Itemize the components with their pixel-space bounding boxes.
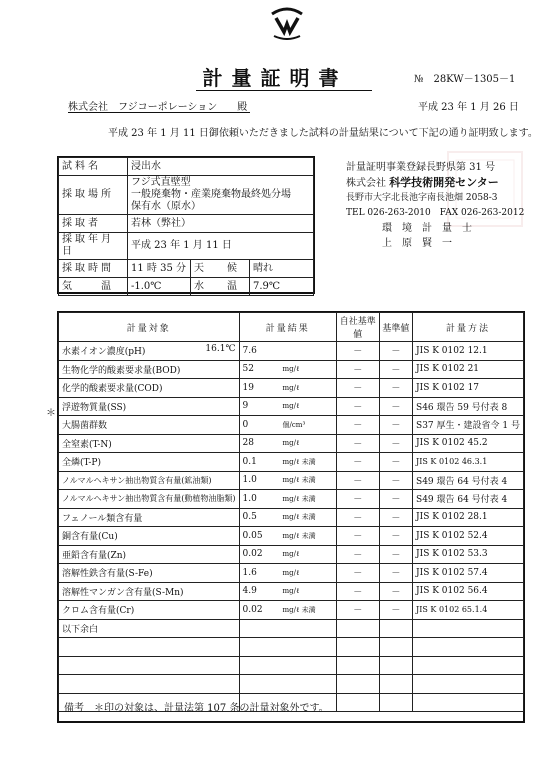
- cell-own-standard: －: [336, 397, 379, 416]
- blank-cell: [336, 693, 379, 712]
- cell-item: [59, 490, 240, 509]
- result-unit: 個/cm³: [282, 420, 306, 429]
- result-unit: mg/ℓ 未満: [282, 513, 316, 522]
- cell-method: [413, 619, 524, 638]
- item-note: 16.1℃: [205, 344, 236, 355]
- results-header-row: [59, 313, 524, 342]
- blank-cell: [379, 675, 412, 694]
- item-name: 溶解性鉄含有量(S-Fe): [62, 569, 153, 580]
- company-prefix: 株式会社: [346, 178, 386, 189]
- cell-item: [59, 582, 240, 601]
- cell-result: [239, 601, 336, 620]
- cell-method: JIS K 0102 65.1.4: [413, 601, 524, 620]
- cell-item: [59, 471, 240, 490]
- blank-cell: [413, 693, 524, 712]
- item-name: 全燐(T-P): [62, 458, 101, 469]
- cell-standard: －: [379, 434, 412, 453]
- item-name: 生物化学的酸素要求量(BOD): [62, 365, 181, 376]
- cell-standard: －: [379, 397, 412, 416]
- result-value: 19: [242, 382, 254, 393]
- cell-own-standard: －: [336, 416, 379, 435]
- table-row: [59, 508, 524, 527]
- cell-method: JIS K 0102 52.4: [413, 527, 524, 546]
- blank-cell: [239, 675, 336, 694]
- info-value: 晴れ: [250, 260, 314, 278]
- cell-result: [239, 582, 336, 601]
- info-value: -1.0℃: [128, 278, 191, 296]
- cell-item: [59, 416, 240, 435]
- cell-standard: －: [379, 379, 412, 398]
- header-item: 計量対象: [59, 313, 240, 342]
- header-own-standard: 自社基準値: [336, 313, 379, 342]
- cell-own-standard: －: [336, 564, 379, 583]
- info-label: 水 温: [191, 278, 250, 296]
- issuer-block: [346, 160, 524, 251]
- cell-own-standard: －: [336, 527, 379, 546]
- sample-info-table: [58, 157, 314, 296]
- table-row: [59, 564, 524, 583]
- item-name: 水素イオン濃度(pH): [62, 347, 146, 358]
- result-value: 9: [242, 401, 249, 412]
- cell-result: [239, 527, 336, 546]
- cell-item: [59, 564, 240, 583]
- cell-item: [59, 434, 240, 453]
- cell-item: [59, 619, 240, 638]
- cell-own-standard: －: [336, 453, 379, 472]
- result-unit: mg/ℓ 未満: [282, 476, 316, 485]
- cell-method: JIS K 0102 12.1: [413, 342, 524, 361]
- cell-result: [239, 564, 336, 583]
- item-name: 大腸菌群数: [62, 421, 108, 432]
- cell-method: JIS K 0102 46.3.1: [413, 453, 524, 472]
- item-name: 以下余白: [62, 624, 99, 635]
- cell-result: [239, 508, 336, 527]
- cell-result: [239, 471, 336, 490]
- info-label: 天 候: [191, 260, 250, 278]
- registration-number: 計量証明事業登録長野県第 31 号: [346, 162, 496, 173]
- cell-method: JIS K 0102 57.4: [413, 564, 524, 583]
- remarks: 備考 ＊印の対象は、計量法第 107 条の計量対象外です。: [64, 703, 329, 714]
- cell-standard: －: [379, 342, 412, 361]
- blank-cell: [379, 638, 412, 657]
- info-label: 気 温: [59, 278, 128, 296]
- cell-method: JIS K 0102 28.1: [413, 508, 524, 527]
- blank-cell: [413, 675, 524, 694]
- blank-cell: [413, 656, 524, 675]
- blank-cell: [59, 638, 240, 657]
- cell-own-standard: －: [336, 434, 379, 453]
- info-value: 11 時 35 分: [128, 260, 191, 278]
- client-name: 株式会社 フジコーポレーション 殿: [68, 102, 248, 113]
- cell-item: [59, 397, 240, 416]
- info-row: [59, 158, 314, 176]
- cell-standard: －: [379, 545, 412, 564]
- result-unit: mg/ℓ: [282, 439, 300, 448]
- cell-method: JIS K 0102 53.3: [413, 545, 524, 564]
- result-value: 1.0: [242, 475, 257, 486]
- table-row: [59, 416, 524, 435]
- result-value: 4.9: [242, 586, 257, 597]
- table-row: [59, 545, 524, 564]
- result-value: 1.6: [242, 567, 257, 578]
- certifier-role: 環 境 計 量 士: [382, 223, 472, 234]
- document-number: № 28KW－1305－1: [414, 74, 516, 85]
- result-value: 28: [242, 438, 254, 449]
- table-row: [59, 601, 524, 620]
- item-name: 浮遊物質量(SS): [62, 402, 127, 413]
- table-row: [59, 379, 524, 398]
- cell-standard: －: [379, 416, 412, 435]
- cell-method: JIS K 0102 21: [413, 360, 524, 379]
- asterisk-mark: ＊: [46, 408, 56, 419]
- table-row: [59, 397, 524, 416]
- result-unit: mg/ℓ 未満: [282, 605, 316, 614]
- table-row: [59, 342, 524, 361]
- cell-item: [59, 527, 240, 546]
- item-name: 全窒素(T-N): [62, 439, 112, 450]
- item-name: 溶解性マンガン含有量(S-Mn): [62, 587, 184, 598]
- result-value: 0.02: [242, 604, 263, 615]
- cell-result: [239, 416, 336, 435]
- info-value: 平成 23 年 1 月 11 日: [128, 233, 314, 260]
- info-label: 試料名: [59, 158, 128, 176]
- cell-standard: －: [379, 601, 412, 620]
- result-unit: mg/ℓ: [282, 568, 300, 577]
- cell-method: S49 環告 64 号付表 4: [413, 471, 524, 490]
- blank-row: [59, 656, 524, 675]
- cell-item: [59, 601, 240, 620]
- cell-own-standard: －: [336, 601, 379, 620]
- info-row: [59, 278, 314, 296]
- item-name: フェノール類含有量: [62, 513, 143, 524]
- table-row: [59, 360, 524, 379]
- cell-standard: －: [379, 360, 412, 379]
- info-label: 採取者: [59, 215, 128, 233]
- result-value: 0.1: [242, 456, 257, 467]
- company-address: 長野市大字北長池字南長池畑 2058-3: [346, 193, 498, 203]
- cell-own-standard: －: [336, 379, 379, 398]
- cell-standard: －: [379, 564, 412, 583]
- table-row: [59, 471, 524, 490]
- company-name: 科学技術開発センター: [389, 176, 499, 189]
- client-underline: [68, 112, 250, 113]
- cell-standard: －: [379, 490, 412, 509]
- result-unit: mg/ℓ: [282, 383, 300, 392]
- info-label: 採取時間: [59, 260, 128, 278]
- cell-item: [59, 379, 240, 398]
- result-value: 52: [242, 364, 254, 375]
- blank-cell: [413, 638, 524, 657]
- cell-own-standard: －: [336, 342, 379, 361]
- header-standard: 基準値: [379, 313, 412, 342]
- cell-result: [239, 379, 336, 398]
- certifier-name: 上 原 賢 一: [382, 238, 452, 249]
- issue-date: 平成 23 年 1 月 26 日: [418, 102, 519, 113]
- blank-cell: [59, 656, 240, 675]
- table-row: [59, 582, 524, 601]
- cell-item: [59, 342, 240, 361]
- cell-own-standard: －: [336, 471, 379, 490]
- info-value: 浸出水: [128, 158, 314, 176]
- result-value: 1.0: [242, 493, 257, 504]
- cell-standard: －: [379, 453, 412, 472]
- cell-own-standard: －: [336, 545, 379, 564]
- result-unit: mg/ℓ: [282, 365, 300, 374]
- blank-cell: [59, 675, 240, 694]
- info-label: 採取場所: [59, 176, 128, 215]
- cell-item: [59, 508, 240, 527]
- item-name: ノルマルヘキサン抽出物質含有量(鉱油類): [62, 475, 212, 485]
- company-phone: TEL 026-263-2010 FAX 026-263-2012: [346, 208, 525, 218]
- item-name: 化学的酸素要求量(COD): [62, 384, 163, 395]
- cell-result: [239, 545, 336, 564]
- item-name: クロム含有量(Cr): [62, 606, 135, 617]
- info-row: [59, 260, 314, 278]
- info-row: [59, 215, 314, 233]
- cell-result: [239, 397, 336, 416]
- cell-item: [59, 453, 240, 472]
- cell-result: [239, 490, 336, 509]
- cell-item: [59, 545, 240, 564]
- table-row: [59, 527, 524, 546]
- blank-row: [59, 638, 524, 657]
- blank-cell: [239, 656, 336, 675]
- result-unit: mg/ℓ: [282, 402, 300, 411]
- result-unit: mg/ℓ: [282, 587, 300, 596]
- blank-cell: [336, 675, 379, 694]
- result-value: 0.02: [242, 549, 263, 560]
- cell-own-standard: －: [336, 508, 379, 527]
- result-value: 0.05: [242, 530, 263, 541]
- result-value: 7.6: [242, 345, 257, 356]
- cell-item: [59, 360, 240, 379]
- item-name: ノルマルヘキサン抽出物質含有量(動植物油脂類): [62, 494, 236, 504]
- blank-cell: [379, 656, 412, 675]
- info-value: 若林（弊社）: [128, 215, 314, 233]
- cell-result: [239, 434, 336, 453]
- company-logo-icon: [268, 6, 306, 40]
- blank-cell: [336, 638, 379, 657]
- info-row: [59, 233, 314, 260]
- cell-method: JIS K 0102 56.4: [413, 582, 524, 601]
- cell-own-standard: [336, 619, 379, 638]
- cell-method: S37 厚生・建設省令 1 号: [413, 416, 524, 435]
- info-label: 採取年月日: [59, 233, 128, 260]
- table-row: [59, 490, 524, 509]
- blank-row: [59, 675, 524, 694]
- title-underline: [196, 90, 372, 91]
- info-value: 7.9℃: [250, 278, 314, 296]
- table-row: [59, 619, 524, 638]
- blank-cell: [336, 656, 379, 675]
- result-value: 0: [242, 419, 249, 430]
- cell-method: JIS K 0102 45.2: [413, 434, 524, 453]
- cell-standard: [379, 619, 412, 638]
- cell-own-standard: －: [336, 582, 379, 601]
- header-method: 計量方法: [413, 313, 524, 342]
- item-name: 銅含有量(Cu): [62, 532, 118, 543]
- table-row: [59, 434, 524, 453]
- result-unit: mg/ℓ 未満: [282, 494, 316, 503]
- cell-standard: －: [379, 582, 412, 601]
- blank-cell: [239, 638, 336, 657]
- result-value: 0.5: [242, 512, 257, 523]
- table-row: [59, 453, 524, 472]
- item-name: 亜鉛含有量(Zn): [62, 550, 127, 561]
- cell-result: [239, 342, 336, 361]
- page-title: 計量証明書: [202, 66, 348, 90]
- cell-own-standard: －: [336, 490, 379, 509]
- cell-method: S46 環告 59 号付表 8: [413, 397, 524, 416]
- cell-result: [239, 619, 336, 638]
- info-value: フジ式直壁型 一般廃棄物・産業廃棄物最終処分場 保有水（原水）: [128, 176, 314, 215]
- info-row: [59, 176, 314, 215]
- result-unit: mg/ℓ: [282, 550, 300, 559]
- cell-result: [239, 360, 336, 379]
- result-unit: mg/ℓ 未満: [282, 457, 316, 466]
- cell-method: JIS K 0102 17: [413, 379, 524, 398]
- cell-standard: －: [379, 527, 412, 546]
- intro-text: 平成 23 年 1 月 11 日御依頼いただきました試料の計量結果について下記の通り証明致します。: [108, 128, 538, 139]
- header-result: 計量結果: [239, 313, 336, 342]
- cell-standard: －: [379, 508, 412, 527]
- cell-method: S49 環告 64 号付表 4: [413, 490, 524, 509]
- cell-own-standard: －: [336, 360, 379, 379]
- results-table: [58, 312, 524, 712]
- cell-result: [239, 453, 336, 472]
- blank-cell: [379, 693, 412, 712]
- result-unit: mg/ℓ 未満: [282, 531, 316, 540]
- cell-standard: －: [379, 471, 412, 490]
